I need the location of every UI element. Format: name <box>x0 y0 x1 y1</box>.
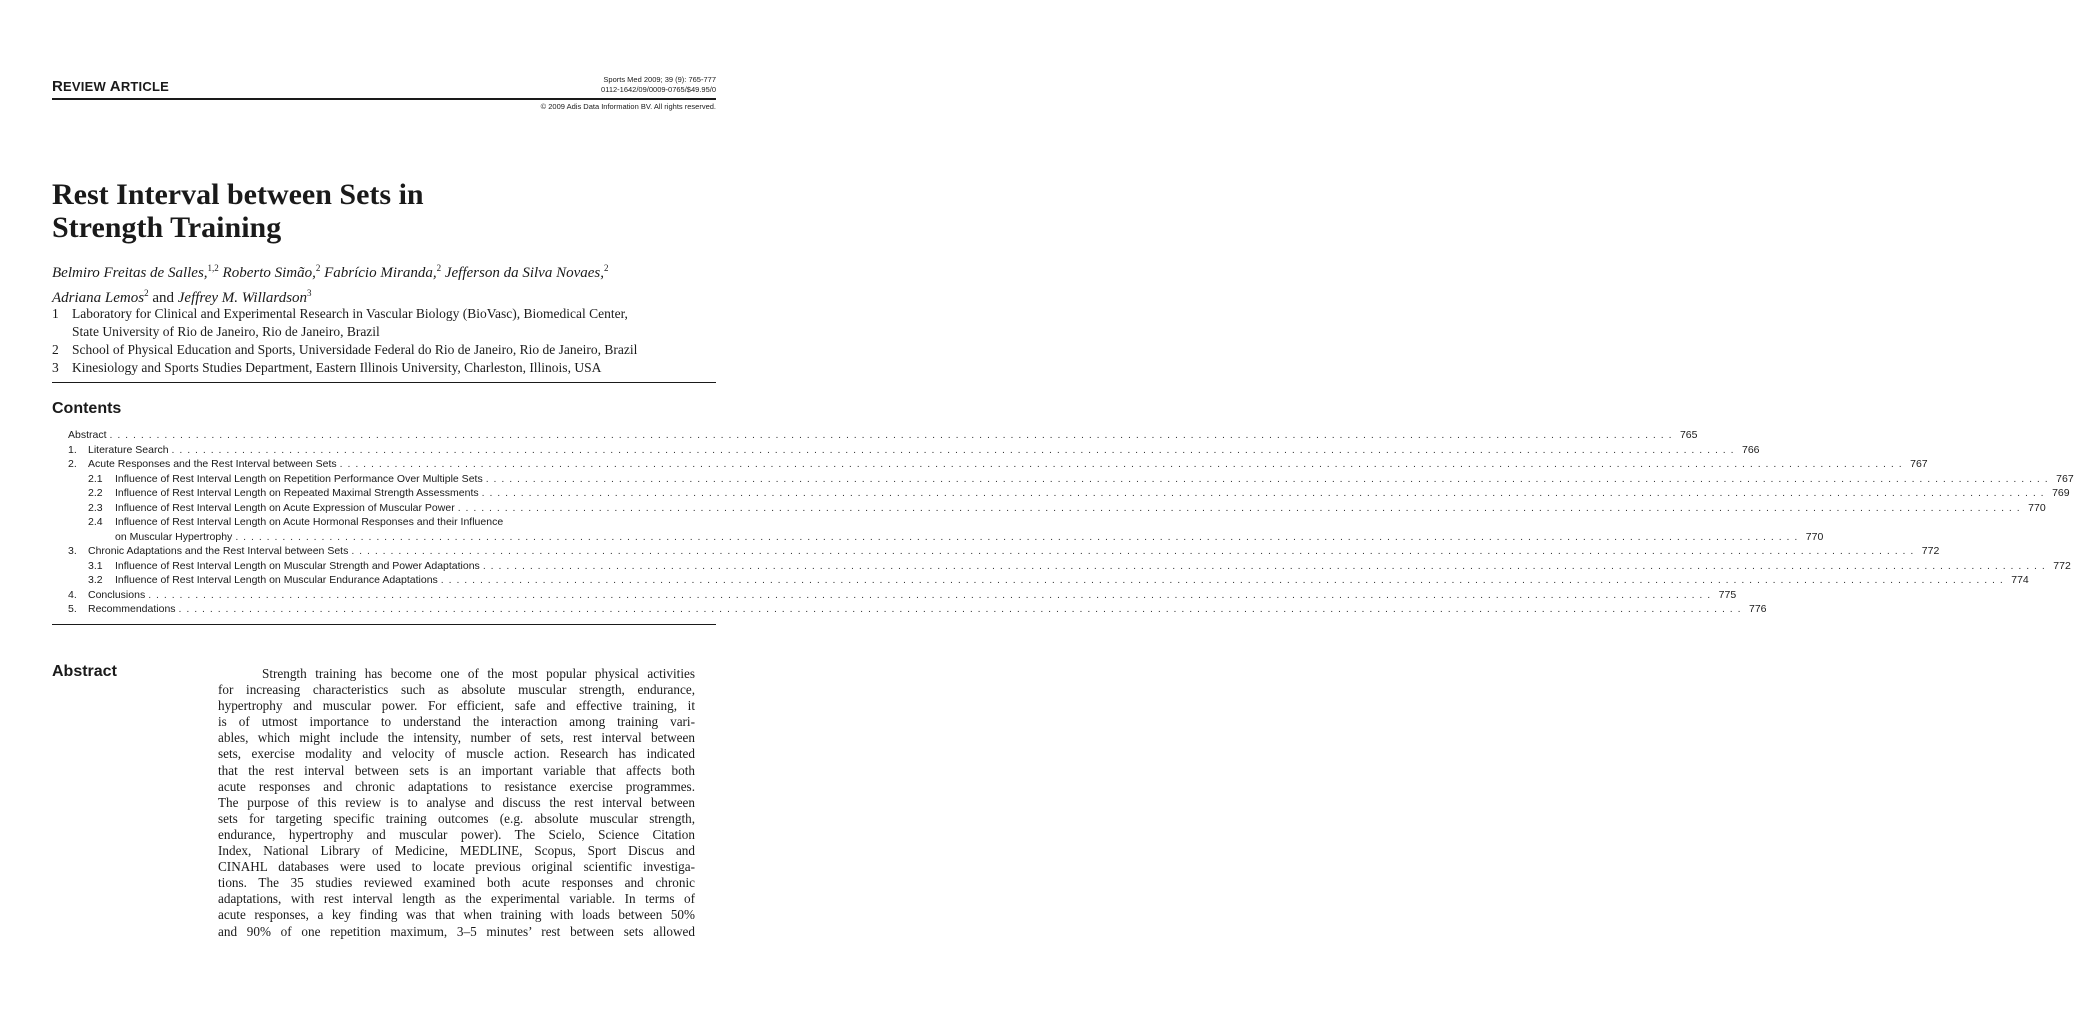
toc-entry[interactable] <box>68 603 1767 618</box>
toc-entry-title: Conclusions <box>88 588 146 601</box>
toc-entry[interactable] <box>68 574 2029 589</box>
affiliation-number: 2 <box>52 342 59 357</box>
abstract-line: CINAHL databases were used to locate previous original scientific investiga- <box>218 859 695 875</box>
affiliation-item <box>52 359 722 377</box>
toc-entry-title: on Muscular Hypertrophy <box>115 530 233 543</box>
toc-entry[interactable] <box>68 443 1760 459</box>
affiliation-text: Laboratory for Clinical and Experimental Research in Vascular Biology (BioVasc), Biomedical Center, <box>72 306 628 321</box>
author-affil-sup: 3 <box>307 288 312 298</box>
author-affil-sup: 2 <box>144 288 149 298</box>
author-affil-sup: 2 <box>436 263 442 273</box>
toc-entry-page: 776 <box>1749 603 1767 615</box>
toc-leader-dots: . . . . . . . . . . . . . . . . . . . . . . . . . . . . . . . . . . . . . . . . . . . . . . . . . . . . . . . . . . . . . . . . . . . . . . . . . . . . . . . . . . . . . . . . . . . . . . . . . . . . . . . . . . . . . . . . . . . . . . . . . . . . . . . . . . . . . . . . . . . . . . . . . . . . . . . . . . . . . . . . . . . . . . . . . . . . . . . . . . . . . . . . . . . . . . . . . . . . . . . . <box>481 487 2045 499</box>
toc-entry[interactable] <box>68 516 695 531</box>
toc-entry-title: Influence of Rest Interval Length on Muscular Endurance Adaptations <box>115 574 438 586</box>
toc-entry-title: Chronic Adaptations and the Rest Interval between Sets <box>88 545 349 557</box>
abstract-line: hypertrophy and muscular power. For efficient, safe and effective training, it <box>218 698 695 714</box>
toc-entry-number: 2.1 <box>88 472 103 485</box>
abstract-line: acute responses, a key finding was that when training with loads between 50% <box>218 907 695 923</box>
author-name: Jeffrey M. Willardson <box>177 290 308 306</box>
toc-entry[interactable] <box>68 458 1928 473</box>
toc-entry-number: 3.2 <box>88 574 103 586</box>
affiliation-number: 1 <box>52 306 59 321</box>
abstract-line: ables, which might include the intensity, number of sets, rest interval between <box>218 730 695 746</box>
abstract-line: is of utmost importance to understand the interaction among training vari- <box>218 714 695 730</box>
toc-entry-page: 772 <box>1921 545 1940 557</box>
toc-leader-dots: . . . . . . . . . . . . . . . . . . . . . . . . . . . . . . . . . . . . . . . . . . . . . . . . . . . . . . . . . . . . . . . . . . . . . . . . . . . . . . . . . . . . . . . . . . . . . . . . . . . . . . . . . . . . . . . . . . . . . . . . . . . . . . . . . . . . . . . . . . . . . . . . . . . . . . . . . . . . . . . . . . . . . . . . . . . . . . . . . . . . . . . . . . . . . . . . . . . . . . . . <box>109 429 1673 441</box>
toc-entry-title: Abstract <box>68 429 107 441</box>
toc-entry-page: 769 <box>2052 487 2070 499</box>
toc-entry[interactable] <box>68 545 1940 560</box>
abstract-line: acute responses and chronic adaptations to resistance exercise programmes. <box>218 778 695 794</box>
author-name: Roberto Simão, <box>222 265 316 281</box>
abstract-line: Strength training has become one of the most popular physical activities <box>262 666 695 681</box>
toc-entry-page: 775 <box>1718 588 1737 601</box>
abstract-line: and 90% of one repetition maximum, 3–5 minutes’ rest between sets allowed <box>218 923 695 939</box>
toc-entry-page: 774 <box>2011 574 2029 586</box>
author-affil-sup: 1,2 <box>207 263 219 273</box>
toc-entry-number: 3. <box>68 545 77 557</box>
toc-entry-number: 5. <box>68 603 77 615</box>
toc-entry-number: 2.4 <box>88 516 103 528</box>
toc-leader-dots: . . . . . . . . . . . . . . . . . . . . . . . . . . . . . . . . . . . . . . . . . . . . . . . . . . . . . . . . . . . . . . . . . . . . . . . . . . . . . . . . . . . . . . . . . . . . . . . . . . . . . . . . . . . . . . . . . . . . . . . . . . . . . . . . . . . . . . . . . . . . . . . . . . . . . . . . . . . . . . . . . . . . . . . . . . . . . . . . . . . . . . . . . . . . . . . . . . . . . . . . <box>482 559 2046 572</box>
affiliation-number: 3 <box>52 360 59 375</box>
toc-entry-title: Recommendations <box>88 603 176 615</box>
affiliation-text: School of Physical Education and Sports, Universidade Federal do Rio de Janeiro, Rio de Janeiro, Brazil <box>72 342 638 357</box>
toc-leader-dots: . . . . . . . . . . . . . . . . . . . . . . . . . . . . . . . . . . . . . . . . . . . . . . . . . . . . . . . . . . . . . . . . . . . . . . . . . . . . . . . . . . . . . . . . . . . . . . . . . . . . . . . . . . . . . . . . . . . . . . . . . . . . . . . . . . . . . . . . . . . . . . . . . . . . . . . . . . . . . . . . . . . . . . . . . . . . . . . . . . . . . . . . . . . . . . . . . . . . . . . . <box>485 472 2049 485</box>
toc-entry-number: 4. <box>68 588 77 601</box>
toc-entry[interactable] <box>68 487 2070 502</box>
author-affil-sup: 2 <box>604 263 609 273</box>
toc-leader-dots: . . . . . . . . . . . . . . . . . . . . . . . . . . . . . . . . . . . . . . . . . . . . . . . . . . . . . . . . . . . . . . . . . . . . . . . . . . . . . . . . . . . . . . . . . . . . . . . . . . . . . . . . . . . . . . . . . . . . . . . . . . . . . . . . . . . . . . . . . . . . . . . . . . . . . . . . . . . . . . . . . . . . . . . . . . . . . . . . . . . . . . . . . . . . . . . . . . . . . . . . <box>235 530 1799 543</box>
toc-entry-title: Influence of Rest Interval Length on Acute Expression of Muscular Power <box>115 501 455 514</box>
title-line-2: Strength Training <box>52 211 282 244</box>
toc-entry-title: Influence of Rest Interval Length on Repetition Performance Over Multiple Sets <box>115 472 483 485</box>
author-list <box>52 258 722 308</box>
toc-entry-page: 770 <box>2028 501 2046 514</box>
toc-entry-number: 1. <box>68 443 77 456</box>
table-of-contents <box>68 429 2074 618</box>
abstract-line: Index, National Library of Medicine, MEDLINE, Scopus, Sport Discus and <box>218 843 695 859</box>
toc-entry[interactable] <box>68 530 1824 546</box>
toc-entry-number: 2.3 <box>88 501 103 514</box>
toc-entry-number: 2.2 <box>88 487 103 499</box>
abstract-body <box>218 666 695 940</box>
author-name: Belmiro Freitas de Salles, <box>52 265 208 281</box>
toc-leader-dots: . . . . . . . . . . . . . . . . . . . . . . . . . . . . . . . . . . . . . . . . . . . . . . . . . . . . . . . . . . . . . . . . . . . . . . . . . . . . . . . . . . . . . . . . . . . . . . . . . . . . . . . . . . . . . . . . . . . . . . . . . . . . . . . . . . . . . . . . . . . . . . . . . . . . . . . . . . . . . . . . . . . . . . . . . . . . . . . . . . . . . . . . . . . . . . . . . . . . . . . . <box>351 545 1915 557</box>
toc-leader-dots: . . . . . . . . . . . . . . . . . . . . . . . . . . . . . . . . . . . . . . . . . . . . . . . . . . . . . . . . . . . . . . . . . . . . . . . . . . . . . . . . . . . . . . . . . . . . . . . . . . . . . . . . . . . . . . . . . . . . . . . . . . . . . . . . . . . . . . . . . . . . . . . . . . . . . . . . . . . . . . . . . . . . . . . . . . . . . . . . . . . . . . . . . . . . . . . . . . . . . . . . <box>457 501 2021 514</box>
toc-entry-page: 766 <box>1742 443 1760 456</box>
toc-entry[interactable] <box>68 559 2071 575</box>
toc-entry-page: 765 <box>1679 429 1698 441</box>
abstract-heading: Abstract <box>52 663 117 680</box>
affiliation-text: State University of Rio de Janeiro, Rio de Janeiro, Brazil <box>72 324 380 339</box>
citation-line-1: Sports Med 2009; 39 (9): 765-777 <box>603 75 716 84</box>
toc-entry[interactable] <box>68 588 1737 604</box>
toc-leader-dots: . . . . . . . . . . . . . . . . . . . . . . . . . . . . . . . . . . . . . . . . . . . . . . . . . . . . . . . . . . . . . . . . . . . . . . . . . . . . . . . . . . . . . . . . . . . . . . . . . . . . . . . . . . . . . . . . . . . . . . . . . . . . . . . . . . . . . . . . . . . . . . . . . . . . . . . . . . . . . . . . . . . . . . . . . . . . . . . . . . . . . . . . . . . . . . . . . . . . . . . . <box>171 443 1735 456</box>
contents-heading: Contents <box>52 400 122 417</box>
toc-entry-number: 3.1 <box>88 559 103 572</box>
divider <box>52 624 716 625</box>
author-name: Fabrício Miranda, <box>324 265 437 281</box>
affiliation-item <box>52 305 722 341</box>
abstract-line: sets, exercise modality and velocity of muscle action. Research has indicated <box>218 746 695 762</box>
divider <box>52 382 716 383</box>
article-title <box>52 178 672 244</box>
abstract-line: tions. The 35 studies reviewed examined both acute responses and chronic <box>218 875 695 891</box>
toc-entry-title: Literature Search <box>88 443 169 456</box>
toc-leader-dots: . . . . . . . . . . . . . . . . . . . . . . . . . . . . . . . . . . . . . . . . . . . . . . . . . . . . . . . . . . . . . . . . . . . . . . . . . . . . . . . . . . . . . . . . . . . . . . . . . . . . . . . . . . . . . . . . . . . . . . . . . . . . . . . . . . . . . . . . . . . . . . . . . . . . . . . . . . . . . . . . . . . . . . . . . . . . . . . . . . . . . . . . . . . . . . . . . . . . . . . . <box>178 603 1742 615</box>
toc-entry-page: 772 <box>2053 559 2071 572</box>
toc-leader-dots: . . . . . . . . . . . . . . . . . . . . . . . . . . . . . . . . . . . . . . . . . . . . . . . . . . . . . . . . . . . . . . . . . . . . . . . . . . . . . . . . . . . . . . . . . . . . . . . . . . . . . . . . . . . . . . . . . . . . . . . . . . . . . . . . . . . . . . . . . . . . . . . . . . . . . . . . . . . . . . . . . . . . . . . . . . . . . . . . . . . . . . . . . . . . . . . . . . . . . . . . <box>440 574 2004 586</box>
abstract-line: adaptations, with rest interval length as the experimental variable. In terms of <box>218 891 695 907</box>
title-line-1: Rest Interval between Sets in <box>52 178 424 211</box>
toc-entry[interactable] <box>68 429 1698 444</box>
author-affil-sup: 2 <box>315 263 321 273</box>
toc-entry-page: 767 <box>2056 472 2074 485</box>
affiliation-item <box>52 341 722 359</box>
citation <box>601 75 716 95</box>
toc-entry-page: 770 <box>1805 530 1824 543</box>
toc-entry-page: 767 <box>1910 458 1928 470</box>
toc-entry[interactable] <box>68 501 2046 517</box>
authors-and: and <box>152 290 175 306</box>
abstract-line: The purpose of this review is to analyse and discuss the rest interval between <box>218 794 695 810</box>
affiliation-list <box>52 305 722 377</box>
header-rule <box>52 98 716 100</box>
copyright-notice: © 2009 Adis Data Information BV. All rights reserved. <box>540 102 716 111</box>
citation-line-2: 0112-1642/09/0009-0765/$49.95/0 <box>601 85 716 94</box>
abstract-line: for increasing characteristics such as absolute muscular strength, endurance, <box>218 682 695 698</box>
toc-entry-number: 2. <box>68 458 77 470</box>
toc-entry-title: Influence of Rest Interval Length on Acute Hormonal Responses and their Influence <box>115 516 504 528</box>
toc-entry-title: Influence of Rest Interval Length on Repeated Maximal Strength Assessments <box>115 487 479 499</box>
abstract-line: sets for targeting specific training outcomes (e.g. absolute muscular strength, <box>218 810 695 826</box>
toc-leader-dots: . . . . . . . . . . . . . . . . . . . . . . . . . . . . . . . . . . . . . . . . . . . . . . . . . . . . . . . . . . . . . . . . . . . . . . . . . . . . . . . . . . . . . . . . . . . . . . . . . . . . . . . . . . . . . . . . . . . . . . . . . . . . . . . . . . . . . . . . . . . . . . . . . . . . . . . . . . . . . . . . . . . . . . . . . . . . . . . . . . . . . . . . . . . . . . . . . . . . . . . . <box>339 458 1903 470</box>
abstract-line: that the rest interval between sets is an important variable that affects both <box>218 762 695 778</box>
toc-entry-title: Influence of Rest Interval Length on Muscular Strength and Power Adaptations <box>115 559 480 572</box>
toc-leader-dots: . . . . . . . . . . . . . . . . . . . . . . . . . . . . . . . . . . . . . . . . . . . . . . . . . . . . . . . . . . . . . . . . . . . . . . . . . . . . . . . . . . . . . . . . . . . . . . . . . . . . . . . . . . . . . . . . . . . . . . . . . . . . . . . . . . . . . . . . . . . . . . . . . . . . . . . . . . . . . . . . . . . . . . . . . . . . . . . . . . . . . . . . . . . . . . . . . . . . . . . . <box>148 588 1712 601</box>
toc-entry-title: Acute Responses and the Rest Interval between Sets <box>88 458 337 470</box>
section-label: REVIEW ARTICLE <box>52 78 169 95</box>
toc-entry[interactable] <box>68 472 2074 488</box>
abstract-line: endurance, hypertrophy and muscular power). The Scielo, Science Citation <box>218 826 695 842</box>
author-name: Jefferson da Silva Novaes, <box>444 265 604 281</box>
author-name: Adriana Lemos <box>52 290 145 306</box>
affiliation-text: Kinesiology and Sports Studies Department, Eastern Illinois University, Charleston, Illinois, USA <box>72 360 602 375</box>
